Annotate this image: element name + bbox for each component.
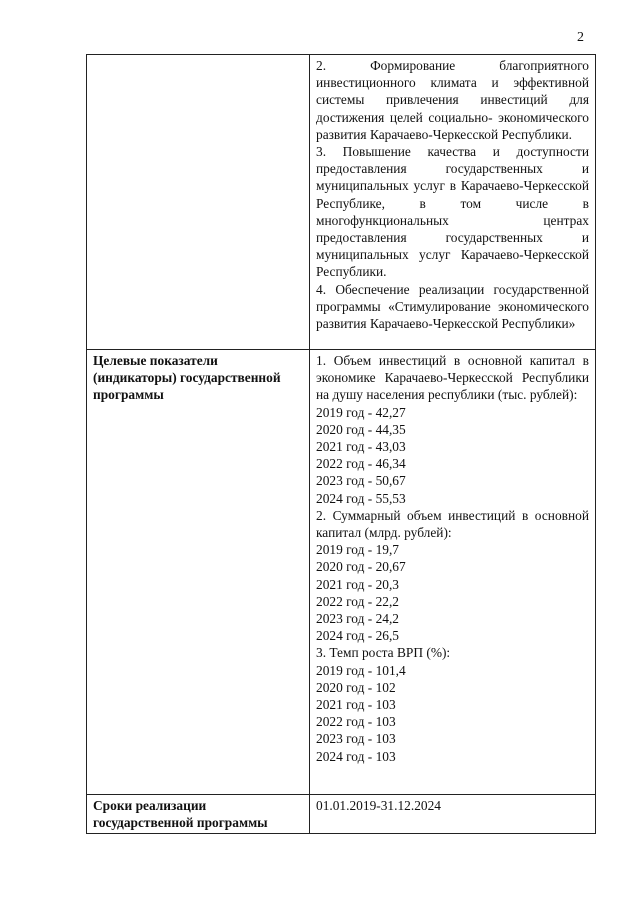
indicator-line: 2019 год - 42,27 xyxy=(316,404,406,420)
indicator-line: 2020 год - 102 xyxy=(316,679,396,695)
indicator-line: 2020 год - 20,67 xyxy=(316,559,406,575)
indicator-line: 2. Суммарный объем инвестиций в основной капитал (млрд. рублей): xyxy=(316,507,589,541)
indicator-line: 2023 год - 103 xyxy=(316,731,396,747)
task-item: 4. Обеспечение реализации государственной программы «Стимулирование экономического развития Карачаево-Черкесской Республики» xyxy=(316,281,589,332)
tasks-row xyxy=(87,55,596,350)
indicator-line: 2021 год - 103 xyxy=(316,697,396,713)
program-passport-table xyxy=(86,54,596,834)
indicator-line: 2023 год - 24,2 xyxy=(316,611,399,627)
indicator-line: 2022 год - 103 xyxy=(316,714,396,730)
terms-label: Сроки реализации государственной программы xyxy=(87,795,310,834)
indicator-line: 2024 год - 103 xyxy=(316,748,396,764)
indicator-line: 2021 год - 20,3 xyxy=(316,576,399,592)
indicator-line: 2022 год - 22,2 xyxy=(316,593,399,609)
indicator-line: 2022 год - 46,34 xyxy=(316,456,406,472)
indicators-row xyxy=(87,350,596,795)
indicators-value-cell xyxy=(310,350,596,795)
page-number: 2 xyxy=(577,30,584,45)
indicator-line: 2020 год - 44,35 xyxy=(316,421,406,437)
terms-value: 01.01.2019-31.12.2024 xyxy=(310,795,596,834)
indicator-line: 3. Темп роста ВРП (%): xyxy=(316,645,451,661)
indicator-line: 2023 год - 50,67 xyxy=(316,473,406,489)
indicator-line: 2019 год - 19,7 xyxy=(316,542,399,558)
tasks-label-cell xyxy=(87,55,310,350)
indicators-label: Целевые показатели (индикаторы) государственной программы xyxy=(87,350,310,795)
indicator-line: 1. Объем инвестиций в основной капитал в экономике Карачаево-Черкесской Республики на душу населения республики (тыс. рублей): xyxy=(316,353,589,403)
terms-row xyxy=(87,795,596,834)
indicator-line: 2019 год - 101,4 xyxy=(316,662,406,678)
task-item: 3. Повышение качества и доступности предоставления государственных и муниципальных услуг в Карачаево-Черкесской Республике, в том числе в многофункциональных центрах предоставления государственных и муниципальных услуг Карачаево-Черкесской Республики. xyxy=(316,144,589,280)
indicator-line: 2021 год - 43,03 xyxy=(316,439,406,455)
indicator-line: 2024 год - 55,53 xyxy=(316,490,406,506)
task-item: 2. Формирование благоприятного инвестиционного климата и эффективной системы привлечения инвестиций для достижения целей социально- экономического развития Карачаево-Черкесской Республики. xyxy=(316,58,589,142)
tasks-value-cell xyxy=(310,55,596,350)
indicator-line: 2024 год - 26,5 xyxy=(316,628,399,644)
